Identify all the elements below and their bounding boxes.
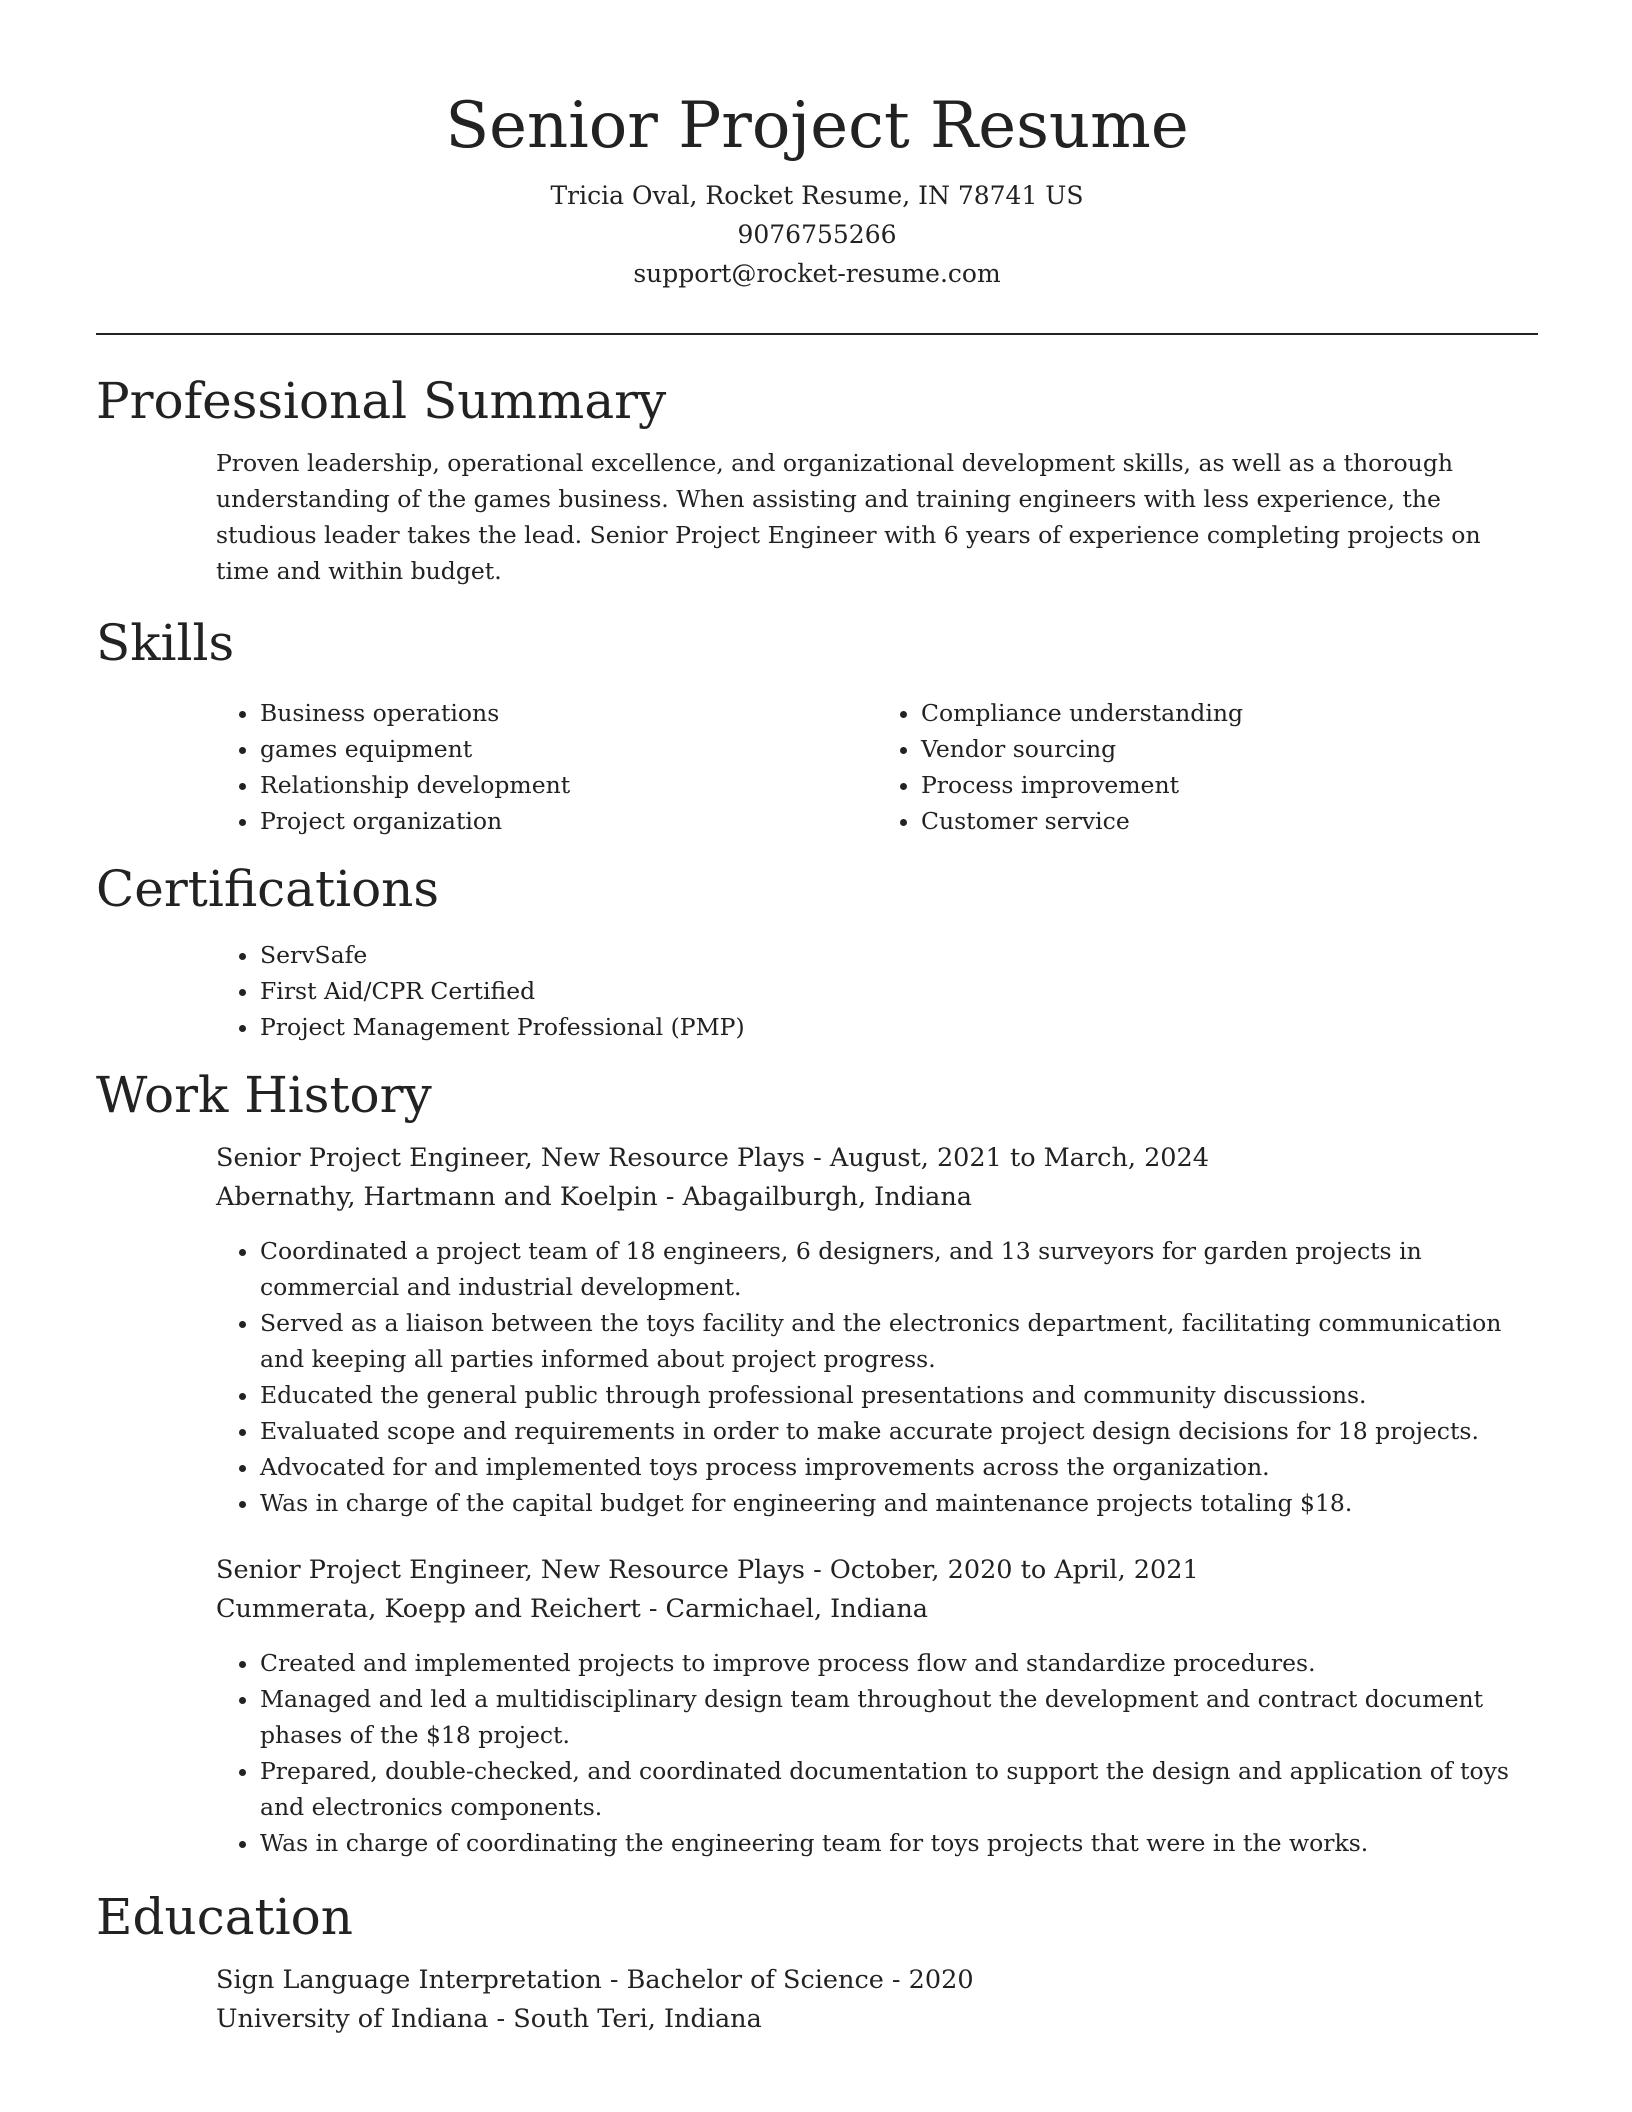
education-section bbox=[96, 1887, 1538, 2039]
resume-title: Senior Project Resume bbox=[445, 89, 1189, 163]
skill-item: • Business operations bbox=[260, 695, 877, 731]
job-bullet: • Was in charge of the capital budget for engineering and maintenance projects totaling $18. bbox=[260, 1485, 1538, 1521]
header-divider bbox=[96, 333, 1538, 335]
job-bullet: • Coordinated a project team of 18 engineers, 6 designers, and 13 surveyors for garden projects in commercial and industrial development. bbox=[260, 1233, 1538, 1305]
job-bullet: • Was in charge of coordinating the engineering team for toys projects that were in the works. bbox=[260, 1825, 1538, 1861]
job-title-line: Senior Project Engineer, New Resource Plays - October, 2020 to April, 2021 bbox=[216, 1555, 1199, 1585]
skill-item: • Process improvement bbox=[921, 767, 1538, 803]
job-bullet: • Prepared, double-checked, and coordinated documentation to support the design and application of toys and electronics components. bbox=[260, 1753, 1538, 1825]
job-title-line: Senior Project Engineer, New Resource Plays - August, 2021 to March, 2024 bbox=[216, 1143, 1209, 1173]
certifications-list bbox=[216, 937, 1538, 1045]
skill-item: • Customer service bbox=[921, 803, 1538, 839]
summary-section bbox=[96, 371, 1538, 589]
job-bullets bbox=[216, 1233, 1538, 1521]
certifications-section bbox=[96, 859, 1538, 1045]
skill-item: • games equipment bbox=[260, 731, 877, 767]
skill-item: • Relationship development bbox=[260, 767, 877, 803]
skills-list-right bbox=[877, 695, 1538, 839]
job-bullet: • Advocated for and implemented toys process improvements across the organization. bbox=[260, 1449, 1538, 1485]
contact-address: Tricia Oval, Rocket Resume, IN 78741 US bbox=[550, 181, 1084, 210]
resume-page bbox=[96, 0, 1538, 2039]
work-history-section bbox=[96, 1065, 1538, 1861]
contact-email: support@rocket-resume.com bbox=[633, 259, 1001, 288]
certification-item: • First Aid/CPR Certified bbox=[260, 973, 1538, 1009]
skills-list-left bbox=[216, 695, 877, 839]
summary-heading: Professional Summary bbox=[96, 372, 667, 430]
job-bullet: • Evaluated scope and requirements in order to make accurate project design decisions for 18 projects. bbox=[260, 1413, 1538, 1449]
skills-heading: Skills bbox=[96, 614, 235, 672]
job-bullet: • Created and implemented projects to improve process flow and standardize procedures. bbox=[260, 1645, 1538, 1681]
work-history-heading: Work History bbox=[96, 1066, 432, 1124]
education-school-line: University of Indiana - South Teri, Indiana bbox=[216, 2004, 762, 2034]
job-entry bbox=[96, 1551, 1538, 1629]
skill-item: • Compliance understanding bbox=[921, 695, 1538, 731]
summary-text: Proven leadership, operational excellence, and organizational development skills, as well as a thorough understanding of the games business. When assisting and training engineers with less experience, the studious leader takes the lead. Senior Project Engineer with 6 years of experience completing projects on time and within budget. bbox=[216, 449, 1481, 585]
certification-item: • ServSafe bbox=[260, 937, 1538, 973]
job-bullet: • Educated the general public through professional presentations and community discussions. bbox=[260, 1377, 1538, 1413]
skills-section bbox=[96, 613, 1538, 839]
certification-item: • Project Management Professional (PMP) bbox=[260, 1009, 1538, 1045]
job-bullets bbox=[216, 1645, 1538, 1861]
resume-header bbox=[96, 86, 1538, 293]
job-bullet: • Served as a liaison between the toys facility and the electronics department, facilitating communication and keeping all parties informed about project progress. bbox=[260, 1305, 1538, 1377]
education-degree-line: Sign Language Interpretation - Bachelor of Science - 2020 bbox=[216, 1965, 974, 1995]
skill-item: • Vendor sourcing bbox=[921, 731, 1538, 767]
job-company-line: Cummerata, Koepp and Reichert - Carmichael, Indiana bbox=[216, 1594, 928, 1624]
skills-grid bbox=[96, 695, 1538, 839]
certifications-heading: Certifications bbox=[96, 860, 440, 918]
education-heading: Education bbox=[96, 1888, 353, 1946]
skill-item: • Project organization bbox=[260, 803, 877, 839]
job-company-line: Abernathy, Hartmann and Koelpin - Abagailburgh, Indiana bbox=[216, 1182, 972, 1212]
job-bullet: • Managed and led a multidisciplinary design team throughout the development and contract document phases of the $18 project. bbox=[260, 1681, 1538, 1753]
contact-phone: 9076755266 bbox=[737, 220, 897, 249]
job-entry bbox=[96, 1139, 1538, 1217]
